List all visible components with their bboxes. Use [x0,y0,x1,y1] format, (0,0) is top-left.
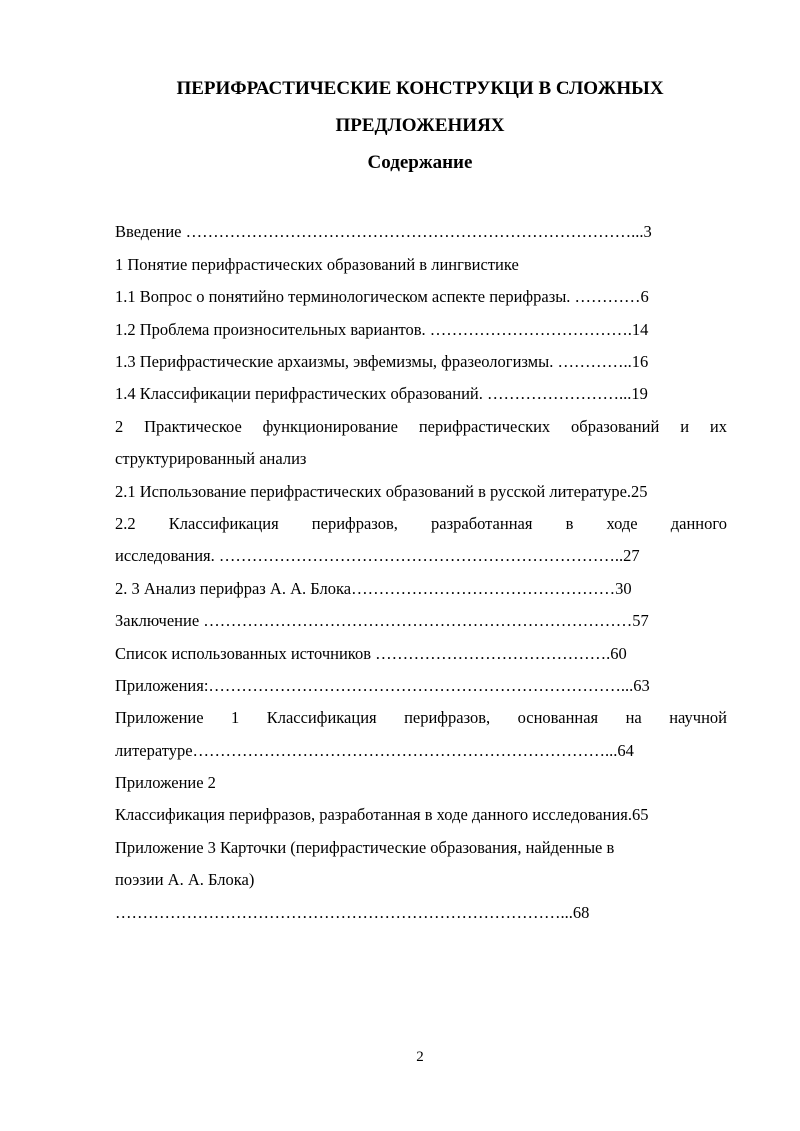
toc-entry-1-1: 1.1 Вопрос о понятийно терминологическом аспекте перифразы. …………6 [115,287,649,306]
toc-entry-1-4: 1.4 Классификации перифрастических образований. ……………………...19 [115,384,648,403]
toc-entry-conclusion: Заключение ……………………………………………………………………57 [115,611,649,630]
toc-entry-introduction: Введение ………………………………………………………………………...3 [115,222,652,241]
toc-entry-appendix-2-continued: Классификация перифразов, разработанная в ходе данного исследования.65 [115,805,649,824]
toc-entry-2-2: 2.2 Классификация перифразов, разработанная в ходе данного [115,514,727,533]
page-number: 2 [416,1049,424,1065]
document-title-line-1: ПЕРИФРАСТИЧЕСКИЕ КОНСТРУКЦИ В СЛОЖНЫХ [176,78,664,99]
toc-entry-chapter-2: 2 Практическое функционирование перифрастических образований и их [115,417,727,436]
toc-entry-1-2: 1.2 Проблема произносительных вариантов. ……………………………….14 [115,320,649,339]
toc-entry-appendix-2: Приложение 2 [115,773,216,792]
toc-entry-2-1: 2.1 Использование перифрастических образований в русской литературе.25 [115,482,648,501]
toc-entry-appendix-1: Приложение 1 Классификация перифразов, основанная на научной [115,708,727,727]
toc-entry-chapter-1: 1 Понятие перифрастических образований в лингвистике [115,255,519,274]
toc-entry-appendix-3-continued: поэзии А. А. Блока) [115,870,255,889]
toc-heading: Содержание [367,152,473,173]
document-title-line-2: ПРЕДЛОЖЕНИЯХ [335,115,505,136]
toc-entry-2-2-continued: исследования. ………………………………………………………………..27 [115,546,640,565]
toc-entry-chapter-2-continued: структурированный анализ [115,449,307,468]
toc-entry-appendix-3: Приложение 3 Карточки (перифрастические образования, найденные в [115,838,615,857]
toc-entry-appendices: Приложения:…………………………………………………………………...63 [115,676,650,695]
toc-entry-appendix-1-continued: литературе…………………………………………………………………...64 [115,741,634,760]
toc-entry-references: Список использованных источников …………………………………….60 [115,644,627,663]
toc-entry-1-3: 1.3 Перифрастические архаизмы, эвфемизмы, фразеологизмы. …………..16 [115,352,649,371]
toc-entry-2-3: 2. 3 Анализ перифраз А. А. Блока…………………………………………30 [115,579,632,598]
toc-entry-appendix-3-page: ………………………………………………………………………...68 [115,903,590,922]
